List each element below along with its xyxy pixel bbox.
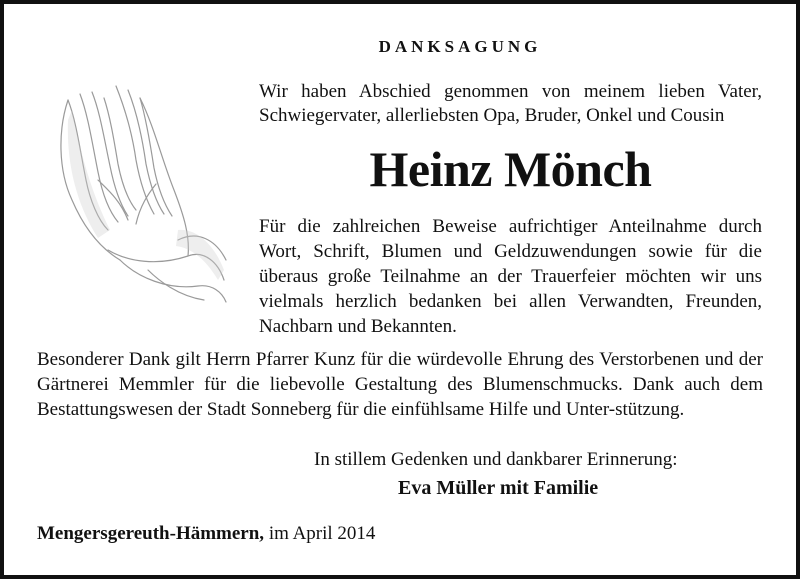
special-thanks-paragraph: Besonderer Dank gilt Herrn Pfarrer Kunz für die würdevolle Ehrung des Verstorbenen und der Gärtnerei Memmler für die liebevolle Gestaltung des Blumenschmucks. Dank auch dem Bestattungswesen der Stadt Sonneberg für die einfühlsame Hilfe und Unter-stützung. xyxy=(37,349,763,420)
thanks-paragraph: Für die zahlreichen Beweise aufrichtiger Anteilnahme durch Wort, Schrift, Blumen und Geldzuwendungen sowie für die überaus große Teilnahme an der Trauerfeier möchten wir uns vielmals herzlich bedanken bei allen Verwandten, Freunden, Nachbarn und Bekannten. xyxy=(259,216,762,337)
place-date xyxy=(37,523,375,545)
praying-hands-icon xyxy=(28,80,234,310)
signature: Eva Müller mit Familie xyxy=(398,477,599,499)
date: im April 2014 xyxy=(268,523,376,544)
deceased-name: Heinz Mönch xyxy=(369,141,652,197)
remembrance-line: In stillem Gedenken und dankbarer Erinnerung: xyxy=(314,449,678,470)
intro-text: Wir haben Abschied genommen von meinem lieben Vater, Schwiegervater, allerliebsten Opa, Bruder, Onkel und Cousin xyxy=(259,81,762,126)
notice-heading: DANKSAGUNG xyxy=(378,37,542,56)
place: Mengersgereuth-Hämmern, xyxy=(37,523,265,544)
